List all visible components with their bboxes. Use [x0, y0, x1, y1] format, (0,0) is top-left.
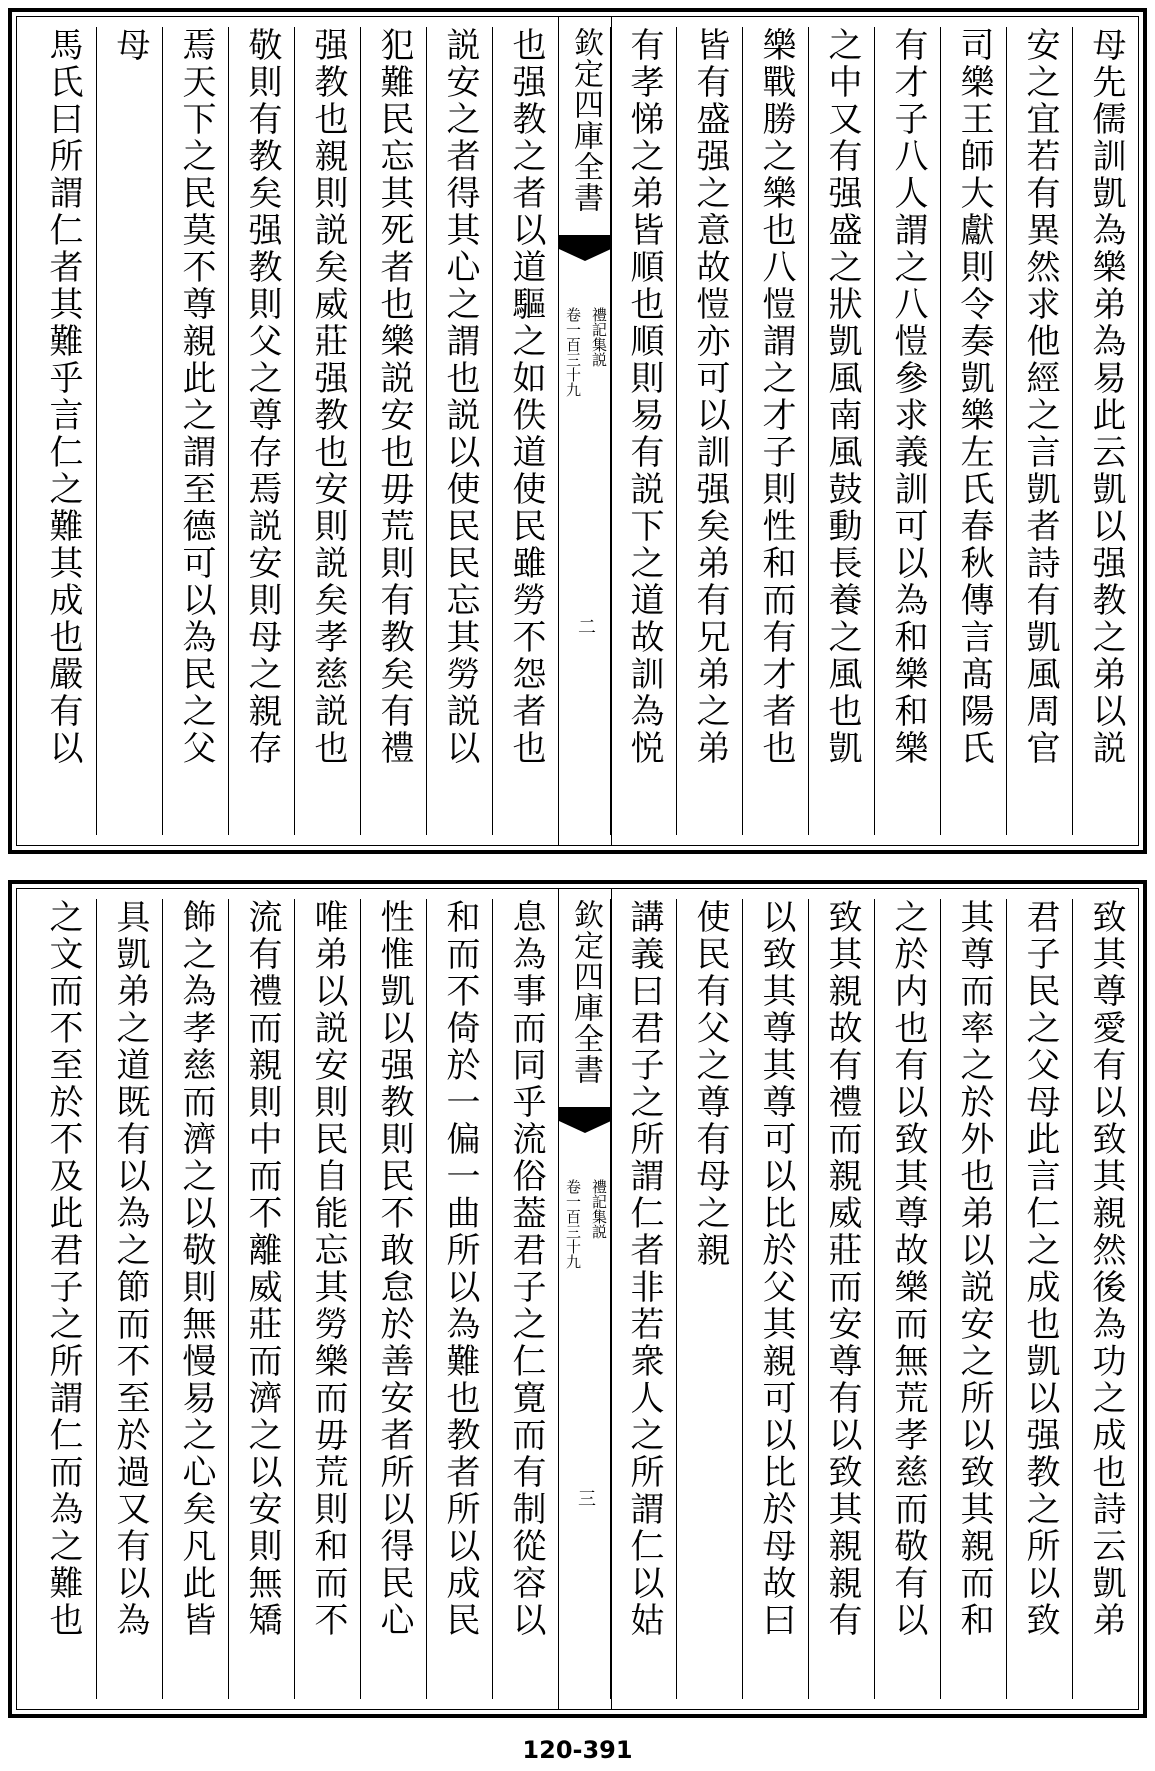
leaf-number: 二: [575, 617, 596, 635]
fish-tail-mark: [559, 1107, 611, 1133]
text-column: 致其親故有禮而親威莊而安尊有以致其親親有: [808, 899, 875, 1699]
text-column: 安之宜若有異然求他經之言凱者詩有凱風周官: [1006, 27, 1073, 835]
text-column: 君子民之父母此言仁之成也凱以强教之所以致: [1006, 899, 1073, 1699]
book-title: 禮記集説: [590, 1179, 608, 1239]
inner-frame: [16, 16, 1139, 846]
text-column: 母: [96, 27, 163, 835]
text-column: 樂戰勝之樂也八愷謂之才子則性和而有才者也: [742, 27, 809, 835]
text-column: 説安之者得其心之謂也説以使民民忘其勞説以: [426, 27, 493, 835]
page-panel-top: [8, 8, 1147, 854]
text-column: 有才子八人謂之八愷參求義訓可以為和樂和樂: [874, 27, 941, 835]
series-title: 欽定四庫全書: [568, 899, 603, 1085]
text-column: 和而不倚於一偏一曲所以為難也教者所以成民: [426, 899, 493, 1699]
text-columns: [17, 889, 1138, 1709]
text-column: 息為事而同乎流俗葢君子之仁寛而有制從容以: [492, 899, 559, 1699]
volume-label: 卷一百三十九: [564, 1179, 582, 1269]
text-column: 使民有父之尊有母之親: [676, 899, 743, 1699]
text-column: 之文而不至於不及此君子之所謂仁而為之難也: [43, 899, 83, 1639]
text-column: 之中又有强盛之狀凱風南風鼓動長養之風也凱: [808, 27, 875, 835]
text-column: 之於内也有以致其尊故樂而無荒孝慈而敬有以: [874, 899, 941, 1699]
book-title: 禮記集説: [590, 307, 608, 367]
text-column: 也强教之者以道驅之如佚道使民雖勞不怨者也: [492, 27, 559, 835]
series-title: 欽定四庫全書: [568, 27, 603, 213]
center-title-strip: [558, 889, 612, 1709]
page-footer-number: 120-391: [522, 1736, 633, 1764]
text-column: 飾之為孝慈而濟之以敬則無慢易之心矣凡此皆: [162, 899, 229, 1699]
text-column: 講義曰君子之所謂仁者非若衆人之所謂仁以姑: [610, 899, 677, 1699]
text-column: 致其尊愛有以致其親然後為功之成也詩云凱弟: [1072, 899, 1139, 1699]
text-column: 流有禮而親則中而不離威莊而濟之以安則無矯: [228, 899, 295, 1699]
center-title-strip: [558, 17, 612, 845]
text-column: 馬氏曰所謂仁者其難乎言仁之難其成也嚴有以: [43, 27, 83, 767]
text-column: 敬則有教矣强教則父之尊存焉説安則母之親存: [228, 27, 295, 835]
leaf-number: 三: [575, 1489, 596, 1507]
text-column: 以致其尊其尊可以比於父其親可以比於母故曰: [742, 899, 809, 1699]
text-column: 其尊而率之於外也弟以説安之所以致其親而和: [940, 899, 1007, 1699]
text-column: 司樂王師大獻則令奏凱樂左氏春秋傳言髙陽氏: [940, 27, 1007, 835]
text-column: 强教也親則説矣威莊强教也安則説矣孝慈説也: [294, 27, 361, 835]
text-column: 有孝悌之弟皆順也順則易有説下之道故訓為悦: [610, 27, 677, 835]
fish-tail-mark: [559, 235, 611, 261]
text-column: 皆有盛强之意故愷亦可以訓强矣弟有兄弟之弟: [676, 27, 743, 835]
volume-label: 卷一百三十九: [564, 307, 582, 397]
text-column: 犯難民忘其死者也樂説安也毋荒則有教矣有禮: [360, 27, 427, 835]
text-column: 具凱弟之道既有以為之節而不至於過又有以為: [96, 899, 163, 1699]
page-panel-bottom: [8, 880, 1147, 1718]
text-column: 性惟凱以强教則民不敢怠於善安者所以得民心: [360, 899, 427, 1699]
text-columns: [17, 17, 1138, 845]
inner-frame: [16, 888, 1139, 1710]
text-column: 唯弟以説安則民自能忘其勞樂而毋荒則和而不: [294, 899, 361, 1699]
text-column: 母先儒訓凱為樂弟為易此云凱以强教之弟以説: [1072, 27, 1139, 835]
text-column: 焉天下之民莫不尊親此之謂至德可以為民之父: [162, 27, 229, 835]
